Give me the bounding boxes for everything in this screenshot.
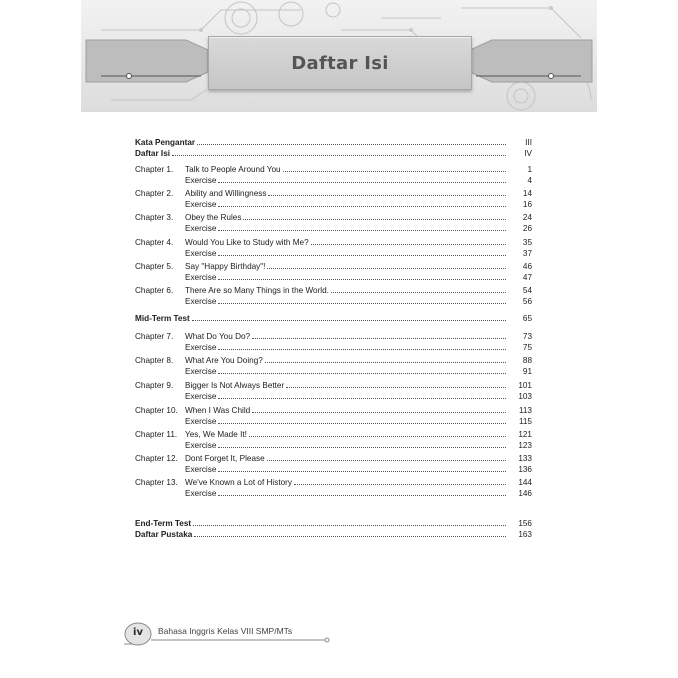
toc-entry-title: Exercise	[185, 416, 217, 426]
toc-exercise-row	[135, 222, 532, 233]
toc-leader-dots	[267, 267, 506, 269]
toc-page-number: 46	[522, 261, 532, 271]
toc-entry-title: Ability and Willingness	[185, 188, 267, 198]
toc-leader-dots	[194, 535, 506, 537]
toc-page-number: 73	[522, 331, 532, 341]
toc-page-number: 54	[522, 285, 532, 295]
toc-leader-dots	[268, 194, 506, 196]
toc-page-number: 144	[518, 477, 532, 487]
toc-row	[135, 452, 532, 463]
toc-entry-title: Exercise	[185, 391, 217, 401]
toc-entry-title: We've Known a Lot of History	[185, 477, 292, 487]
toc-leader-dots	[218, 494, 506, 496]
toc-leader-dots	[197, 143, 506, 145]
toc-entry-title: What Do You Do?	[185, 331, 251, 341]
toc-row	[135, 136, 532, 147]
toc-leader-dots	[218, 470, 506, 472]
toc-exercise-row	[135, 198, 532, 209]
toc-row	[135, 379, 532, 390]
toc-row	[135, 211, 532, 222]
toc-page-number: 37	[522, 248, 532, 258]
toc-entry-title: Obey the Rules	[185, 212, 242, 222]
toc-entry-title: Exercise	[185, 464, 217, 474]
toc-leader-dots	[172, 154, 506, 156]
toc-chapter-number: Chapter 11.	[135, 429, 178, 439]
toc-page-number: 133	[518, 453, 532, 463]
toc-chapter-number: Chapter 9.	[135, 380, 174, 390]
toc-chapter-number: Chapter 5.	[135, 261, 174, 271]
toc-entry-title: Kata Pengantar	[135, 137, 196, 147]
toc-chapter-number: Chapter 10.	[135, 405, 178, 415]
toc-page-number: 35	[522, 237, 532, 247]
toc-page-number: 103	[518, 391, 532, 401]
book-title: Bahasa Inggris Kelas VIII SMP/MTs	[158, 626, 293, 636]
toc-exercise-row	[135, 487, 532, 498]
toc-page-number: 113	[518, 405, 532, 415]
toc-leader-dots	[218, 372, 506, 374]
toc-page-number: 75	[522, 342, 532, 352]
toc-entry-title: Would You Like to Study with Me?	[185, 237, 309, 247]
toc-leader-dots	[218, 229, 506, 231]
toc-page-number: 136	[518, 464, 532, 474]
toc-row	[135, 284, 532, 295]
toc-exercise-row	[135, 365, 532, 376]
toc-page-number: 121	[518, 429, 532, 439]
page-title: Daftar Isi	[291, 52, 389, 74]
toc-page-number: 14	[522, 188, 532, 198]
toc-leader-dots	[243, 218, 506, 220]
toc-leader-dots	[294, 483, 506, 485]
toc-chapter-number: Chapter 13.	[135, 477, 178, 487]
toc-entry-title: Exercise	[185, 366, 217, 376]
toc-entry-title: Exercise	[185, 175, 217, 185]
toc-entry-title: Exercise	[185, 440, 217, 450]
toc-row	[135, 312, 532, 323]
toc-entry-title: Talk to People Around You	[185, 164, 281, 174]
toc-entry-title: When I Was Child	[185, 405, 251, 415]
toc-page-number: 88	[522, 355, 532, 365]
toc-exercise-row	[135, 174, 532, 185]
toc-page-number: 24	[522, 212, 532, 222]
toc-row	[135, 147, 532, 158]
toc-page-number: 47	[522, 272, 532, 282]
toc-row	[135, 236, 532, 247]
page-header	[81, 0, 597, 112]
toc-row	[135, 528, 532, 539]
toc-page-number: 156	[518, 518, 532, 528]
toc-page-number: IV	[524, 148, 532, 158]
toc-page-number: 123	[518, 440, 532, 450]
toc-leader-dots	[218, 254, 506, 256]
toc-exercise-row	[135, 271, 532, 282]
toc-row	[135, 260, 532, 271]
toc-leader-dots	[218, 397, 506, 399]
toc-page-number: 26	[522, 223, 532, 233]
toc-entry-title: Exercise	[185, 342, 217, 352]
toc-chapter-number: Chapter 1.	[135, 164, 174, 174]
toc-entry-title: Exercise	[185, 488, 217, 498]
toc-entry-title: Exercise	[185, 248, 217, 258]
toc-chapter-number: Chapter 8.	[135, 355, 174, 365]
toc-row	[135, 330, 532, 341]
toc-chapter-number: Chapter 6.	[135, 285, 174, 295]
toc-leader-dots	[331, 291, 506, 293]
toc-leader-dots	[192, 319, 506, 321]
toc-exercise-row	[135, 295, 532, 306]
toc-entry-title: Mid-Term Test	[135, 313, 190, 323]
toc-page-number: 146	[518, 488, 532, 498]
toc-exercise-row	[135, 463, 532, 474]
toc-leader-dots	[218, 205, 506, 207]
toc-entry-title: Dont Forget It, Please	[185, 453, 265, 463]
page-number: iv	[133, 627, 143, 638]
toc-leader-dots	[252, 411, 506, 413]
toc-entry-title: Daftar Pustaka	[135, 529, 193, 539]
toc-page-number: 56	[522, 296, 532, 306]
toc-entry-title: Daftar Isi	[135, 148, 171, 158]
toc-entry-title: There Are so Many Things in the World.	[185, 285, 329, 295]
toc-leader-dots	[252, 337, 506, 339]
toc-row	[135, 428, 532, 439]
title-plate	[208, 36, 472, 90]
toc-row	[135, 354, 532, 365]
toc-entry-title: End-Term Test	[135, 518, 192, 528]
toc-row	[135, 404, 532, 415]
toc-leader-dots	[283, 170, 506, 172]
toc-leader-dots	[193, 524, 506, 526]
toc-chapter-number: Chapter 12.	[135, 453, 178, 463]
toc-leader-dots	[218, 278, 506, 280]
toc-leader-dots	[249, 435, 506, 437]
toc-entry-title: Bigger Is Not Always Better	[185, 380, 285, 390]
toc-chapter-number: Chapter 2.	[135, 188, 174, 198]
toc-page-number: III	[525, 137, 532, 147]
toc-row	[135, 163, 532, 174]
toc-leader-dots	[218, 348, 506, 350]
toc-entry-title: Exercise	[185, 223, 217, 233]
toc-exercise-row	[135, 341, 532, 352]
toc-exercise-row	[135, 247, 532, 258]
toc-page-number: 91	[522, 366, 532, 376]
toc-leader-dots	[311, 243, 506, 245]
toc-exercise-row	[135, 415, 532, 426]
toc-chapter-number: Chapter 7.	[135, 331, 174, 341]
toc-entry-title: Exercise	[185, 296, 217, 306]
toc-leader-dots	[267, 459, 506, 461]
toc-entry-title: Yes, We Made It!	[185, 429, 247, 439]
toc-page-number: 115	[518, 416, 532, 426]
toc-leader-dots	[286, 386, 506, 388]
toc-row	[135, 187, 532, 198]
toc-page-number: 65	[522, 313, 532, 323]
page-footer	[120, 620, 450, 648]
toc-leader-dots	[218, 302, 506, 304]
toc-page-number: 1	[527, 164, 532, 174]
toc-chapter-number: Chapter 3.	[135, 212, 174, 222]
toc-entry-title: Exercise	[185, 272, 217, 282]
toc-page-number: 4	[527, 175, 532, 185]
toc-row	[135, 476, 532, 487]
toc-exercise-row	[135, 390, 532, 401]
toc-row	[135, 517, 532, 528]
toc-entry-title: Say "Happy Birthday"!	[185, 261, 266, 271]
toc-exercise-row	[135, 439, 532, 450]
toc-entry-title: What Are You Doing?	[185, 355, 263, 365]
toc-chapter-number: Chapter 4.	[135, 237, 174, 247]
toc-leader-dots	[218, 181, 506, 183]
toc-leader-dots	[218, 422, 506, 424]
toc-page-number: 101	[518, 380, 532, 390]
toc-leader-dots	[218, 446, 506, 448]
toc-entry-title: Exercise	[185, 199, 217, 209]
toc-page-number: 163	[518, 529, 532, 539]
toc-page-number: 16	[522, 199, 532, 209]
toc-leader-dots	[265, 361, 506, 363]
